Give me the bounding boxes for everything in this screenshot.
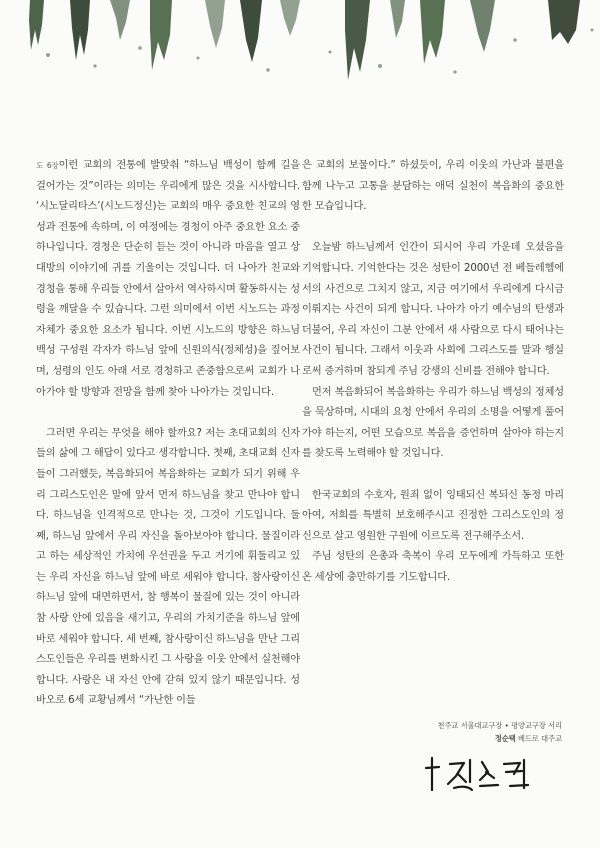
paragraph-what-to-do: 그러면 우리는 무엇을 해야 할까요? 저는 초대교회의 신자들의 삶에 그 해답이 있다고 생각합니다. 첫째, 초대교회 신자들이 그러했듯, 복음화되어 복음화하는 교회가 되기 위해 우리 그리스도인은 말에 앞서 먼저 하느님을 찾고 만나야 합니다. 하느님을 인격적으로 만나는 것, 그것이 기도입니다. 둘째, 하느님 앞에서 우리 자신을 돌아보아야 합니다. 물질이라고 하는 세상적인 가치에 우선권을 두고 거기에 휘둘리고 있는 우리 자신을 하느님 앞에 바로 세워야 합니다. 참사랑이신 하느님 앞에 대면하면서, 참 행복이 물질에 있는 것이 아니라 참 사랑 안에 있음을 새기고, 우리의 가치기준을 하느님 앞에 바로 세워야 합니다. 세 번째, 참사랑이신 하느님을 만난 그리스도인들은 우리를 변화시킨 그 사랑을 이웃 안에서 실천해야 합니다. 사랑은 내 자신 안에 갇혀 있지 않기 때문입니다. 성 바오로 6세 교황님께서 “가난한 이들 <box>36 427 300 707</box>
author-name-line <box>438 732 562 745</box>
author-title: 천주교 서울대교구장 • 평양교구장 서리 <box>437 721 562 730</box>
author-credit <box>438 719 562 745</box>
paragraph-christmas-night: 오늘밤 하느님께서 인간이 되시어 우리 가운데 오셨음을 기억합니다. 기억한다는 것은 성탄이 2000년 전 베들레헴에서의 사건으로 그치지 않고, 지금 여기에서 우리에게 다시금 이뤄지는 사건이 되게 합니다. 나아가 아기 예수님의 탄생과 더불어, 우리 자신이 그분 안에서 새 사람으로 다시 태어나는 사건이 됩니다. 그래서 이웃과 사회에 그리스도를 말과 행실로써 증거하며 참되게 주님 강생의 신비를 전해야 합니다. <box>302 242 564 377</box>
left-column <box>36 156 300 712</box>
paragraph-continuation: 은 교회의 보물이다.” 하셨듯이, 우리 이웃의 가난과 불편을 함께 나누고 고통을 분담하는 애덕 실천이 복음화의 중요한 한 모습입니다. <box>302 160 564 213</box>
paragraph-evangelized: 먼저 복음화되어 복음화하는 우리가 하느님 백성의 정체성을 묵상하며, 시대의 요청 안에서 우리의 소명을 어떻게 풀어가야 하는지, 어떤 모습으로 복음을 증언하며 살아야 하는지를 찾도록 노력해야 할 것입니다. <box>302 386 564 460</box>
author-role: 베드로 대주교 <box>515 734 562 743</box>
author-name: 정순택 <box>494 734 516 743</box>
header-illustration <box>0 0 600 95</box>
paragraph-prayer-mary: 한국교회의 수호자, 원죄 없이 잉태되신 복되신 동정 마리아여, 저희를 특별히 보호해주시고 진정한 그리스도인의 정신으로 살고 영원한 구원에 이르도록 전구해주소서. <box>302 489 564 542</box>
paragraph-synod <box>36 156 300 403</box>
reference-note: 도 6장 <box>36 161 59 170</box>
right-column <box>302 156 564 588</box>
paragraph-text: 이런 교회의 전통에 발맞춰 “하느님 백성이 함께 길을 걸어가는 것”이라는 의미는 우리에게 많은 것을 시사합니다. ‘시노달리타스’(시노드정신)는 교회의 매우 중요한 친교의 영성과 전통에 속하며, 이 여정에는 경청이 아주 중요한 요소 중 하나입니다. 경청은 단순히 듣는 것이 아니라 마음을 열고 상대방의 이야기에 귀를 기울이는 것입니다. 더 나아가 친교와 경청을 통해 우리들 안에서 살아서 역사하시며 활동하시는 성령을 깨달을 수 있습니다. 그런 의미에서 이번 시노드는 과정 자체가 중요한 요소가 됩니다. 이번 시노드의 방향은 하느님 백성 구성원 각자가 하느님 앞에 신원의식(정체성)을 짚어보며, 성령의 인도 아래 서로 경청하고 존중함으로써 교회가 나아가야 할 방향과 전망을 함께 찾아 나아가는 것입니다. <box>36 160 300 398</box>
handwritten-signature <box>424 752 534 794</box>
paragraph-blessing: 주님 성탄의 은총과 축복이 우리 모두에게 가득하고 또한 온 세상에 충만하기를 기도합니다. <box>302 551 564 583</box>
